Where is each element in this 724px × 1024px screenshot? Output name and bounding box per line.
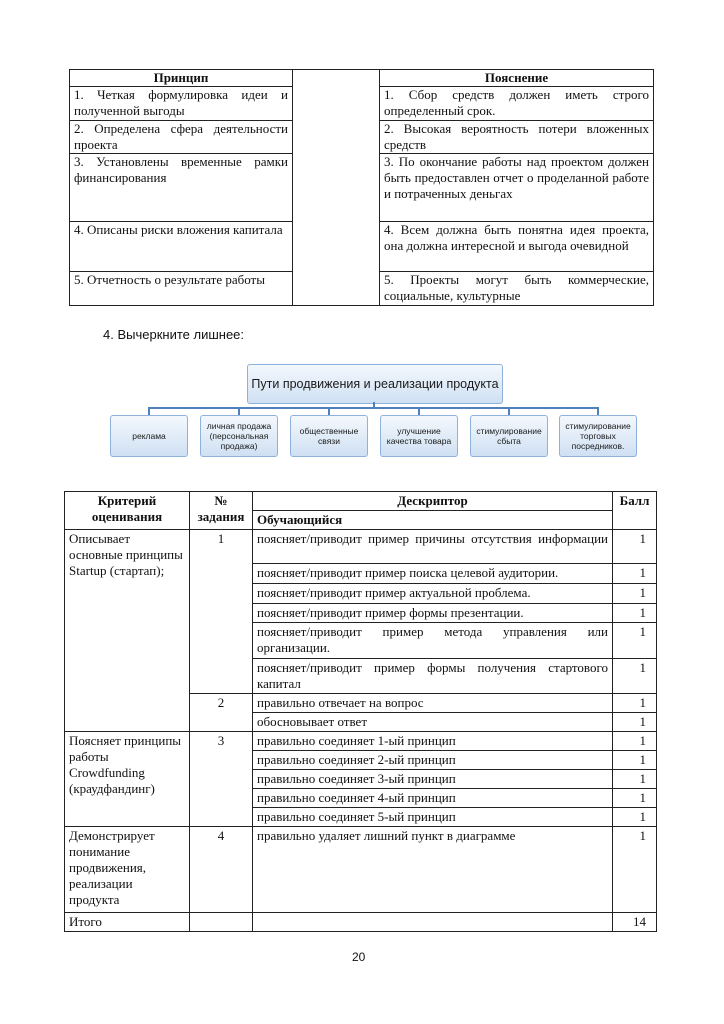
descriptor-cell: правильно отвечает на вопрос: [253, 694, 613, 713]
score-cell: 1: [613, 770, 657, 789]
principle-cell: 2. Определена сфера деятельности проекта: [70, 121, 293, 154]
task-number: 4.: [103, 327, 114, 342]
score-header: Балл: [613, 492, 657, 530]
descriptor-cell: поясняет/приводит пример формы презентации.: [253, 604, 613, 623]
learner-subheader: Обучающийся: [253, 511, 613, 530]
explanation-cell: 2. Высокая вероятность потери вложенных средств: [380, 121, 654, 154]
score-cell: 1: [613, 751, 657, 770]
total-score: 14: [613, 913, 657, 932]
task-number-cell: 1: [190, 530, 253, 694]
descriptor-cell: правильно соединяет 5-ый принцип: [253, 808, 613, 827]
score-cell: 1: [613, 604, 657, 623]
descriptor-header: Дескриптор: [253, 492, 613, 511]
principle-cell: 3. Установлены временные рамки финансирования: [70, 154, 293, 222]
descriptor-cell: правильно соединяет 2-ый принцип: [253, 751, 613, 770]
task-number-cell: 3: [190, 732, 253, 827]
explanation-cell: 3. По окончание работы над проектом должен быть предоставлен отчет о проделанной работе и потраченных деньгах: [380, 154, 654, 222]
descriptor-cell: правильно удаляет лишний пункт в диаграмме: [253, 827, 613, 913]
connector-branch: [328, 407, 330, 415]
score-cell: 1: [613, 623, 657, 659]
task-number-cell: 4: [190, 827, 253, 913]
score-cell: 1: [613, 713, 657, 732]
explanation-cell: 1. Сбор средств должен иметь строго определенный срок.: [380, 87, 654, 121]
descriptor-cell: поясняет/приводит пример актуальной проблема.: [253, 584, 613, 604]
connector-branch: [148, 407, 150, 415]
diagram-item-personal-selling[interactable]: личная продажа (персональная продажа): [200, 415, 278, 457]
diagram-item-trade-promotion[interactable]: стимулирование торговых посредников.: [559, 415, 637, 457]
score-cell: 1: [613, 659, 657, 694]
principle-cell: 5. Отчетность о результате работы: [70, 272, 293, 306]
descriptor-cell: правильно соединяет 4-ый принцип: [253, 789, 613, 808]
explanation-cell: 5. Проекты могут быть коммерческие, социальные, культурные: [380, 272, 654, 306]
descriptor-cell: поясняет/приводит пример причины отсутствия информации: [253, 530, 613, 564]
principle-header: Принцип: [70, 70, 293, 87]
diagram-root-box: Пути продвижения и реализации продукта: [247, 364, 503, 404]
descriptor-cell: правильно соединяет 3-ый принцип: [253, 770, 613, 789]
principle-cell: 1. Четкая формулировка идеи и полученной выгоды: [70, 87, 293, 121]
diagram-item-sales-promotion[interactable]: стимулирование сбыта: [470, 415, 548, 457]
score-cell: 1: [613, 808, 657, 827]
total-label: Итого: [65, 913, 190, 932]
score-cell: 1: [613, 530, 657, 564]
diagram-item-advertising[interactable]: реклама: [110, 415, 188, 457]
connector-branch: [238, 407, 240, 415]
matching-table: [69, 69, 654, 306]
task-number-cell: 2: [190, 694, 253, 732]
task-text: Вычеркните лишнее:: [117, 327, 245, 342]
criterion-cell: Демонстрирует понимание продвижения, реализации продукта: [65, 827, 190, 913]
score-cell: 1: [613, 827, 657, 913]
score-cell: 1: [613, 789, 657, 808]
criterion-cell: Описывает основные принципы Startup (стартап);: [65, 530, 190, 732]
descriptor-cell: обосновывает ответ: [253, 713, 613, 732]
connector-bar: [148, 407, 598, 409]
descriptor-cell: поясняет/приводит пример формы получения стартового капитал: [253, 659, 613, 694]
score-cell: 1: [613, 694, 657, 713]
criterion-cell: Поясняет принципы работы Crowdfunding (краудфандинг): [65, 732, 190, 827]
connector-branch: [508, 407, 510, 415]
score-cell: 1: [613, 732, 657, 751]
criterion-header: Критерий оценивания: [65, 492, 190, 530]
descriptor-cell: поясняет/приводит пример поиска целевой аудитории.: [253, 564, 613, 584]
diagram-item-quality-improvement[interactable]: улучшение качества товара: [380, 415, 458, 457]
score-cell: 1: [613, 584, 657, 604]
descriptor-cell: правильно соединяет 1-ый принцип: [253, 732, 613, 751]
task-4-instruction: [103, 327, 244, 342]
diagram-item-public-relations[interactable]: общественные связи: [290, 415, 368, 457]
connector-branch: [418, 407, 420, 415]
page-number: 20: [352, 950, 366, 964]
connector-branch: [597, 407, 599, 415]
assessment-rubric-table: [64, 491, 657, 932]
descriptor-cell: поясняет/приводит пример метода управления или организации.: [253, 623, 613, 659]
principle-cell: 4. Описаны риски вложения капитала: [70, 222, 293, 272]
score-cell: 1: [613, 564, 657, 584]
explanation-cell: 4. Всем должна быть понятна идея проекта, она должна интересной и выгода очевидной: [380, 222, 654, 272]
task-header: № задания: [190, 492, 253, 530]
explanation-header: Пояснение: [380, 70, 654, 87]
